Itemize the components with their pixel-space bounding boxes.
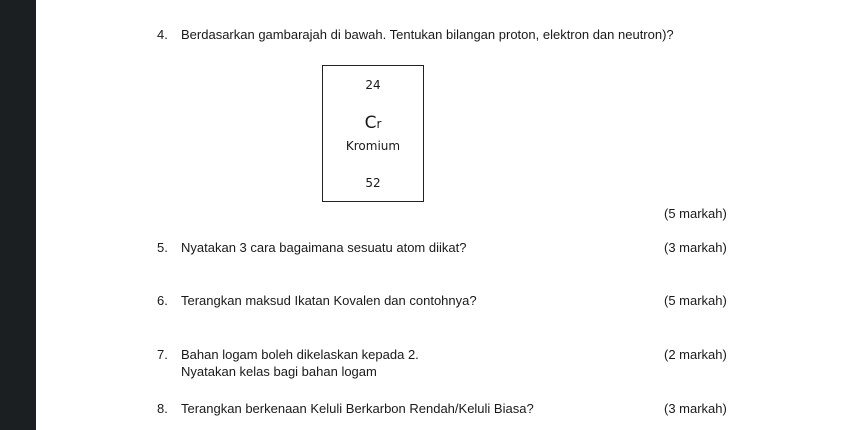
question-number: 4.: [157, 27, 168, 42]
question-number: 8.: [157, 401, 168, 416]
question-5-marks: (3 markah): [664, 240, 727, 255]
question-4-marks: (5 markah): [664, 206, 727, 221]
question-text: Nyatakan 3 cara bagaimana sesuatu atom diikat?: [181, 240, 467, 255]
question-text: Berdasarkan gambarajah di bawah. Tentukan bilangan proton, elektron dan neutron)?: [181, 27, 674, 42]
question-text: Terangkan berkenaan Keluli Berkarbon Rendah/Keluli Biasa?: [181, 401, 534, 416]
question-7-marks: (2 markah): [664, 347, 727, 362]
question-text-line-2: Nyatakan kelas bagi bahan logam: [181, 364, 377, 379]
periodic-element-box: [322, 65, 424, 202]
element-symbol: [323, 113, 423, 133]
question-6-marks: (5 markah): [664, 293, 727, 308]
element-symbol-sub: r: [376, 117, 382, 131]
element-name: Kromium: [345, 139, 401, 153]
atomic-number: 24: [365, 78, 381, 92]
question-text: Terangkan maksud Ikatan Kovalen dan contohnya?: [181, 293, 477, 308]
question-text: Bahan logam boleh dikelaskan kepada 2.: [181, 347, 419, 362]
left-dark-margin: [0, 0, 36, 430]
question-8-marks: (3 markah): [664, 401, 727, 416]
question-number: 6.: [157, 293, 168, 308]
question-number: 5.: [157, 240, 168, 255]
mass-number: 52: [365, 176, 381, 190]
question-number: 7.: [157, 347, 168, 362]
element-symbol-main: C: [364, 113, 377, 133]
